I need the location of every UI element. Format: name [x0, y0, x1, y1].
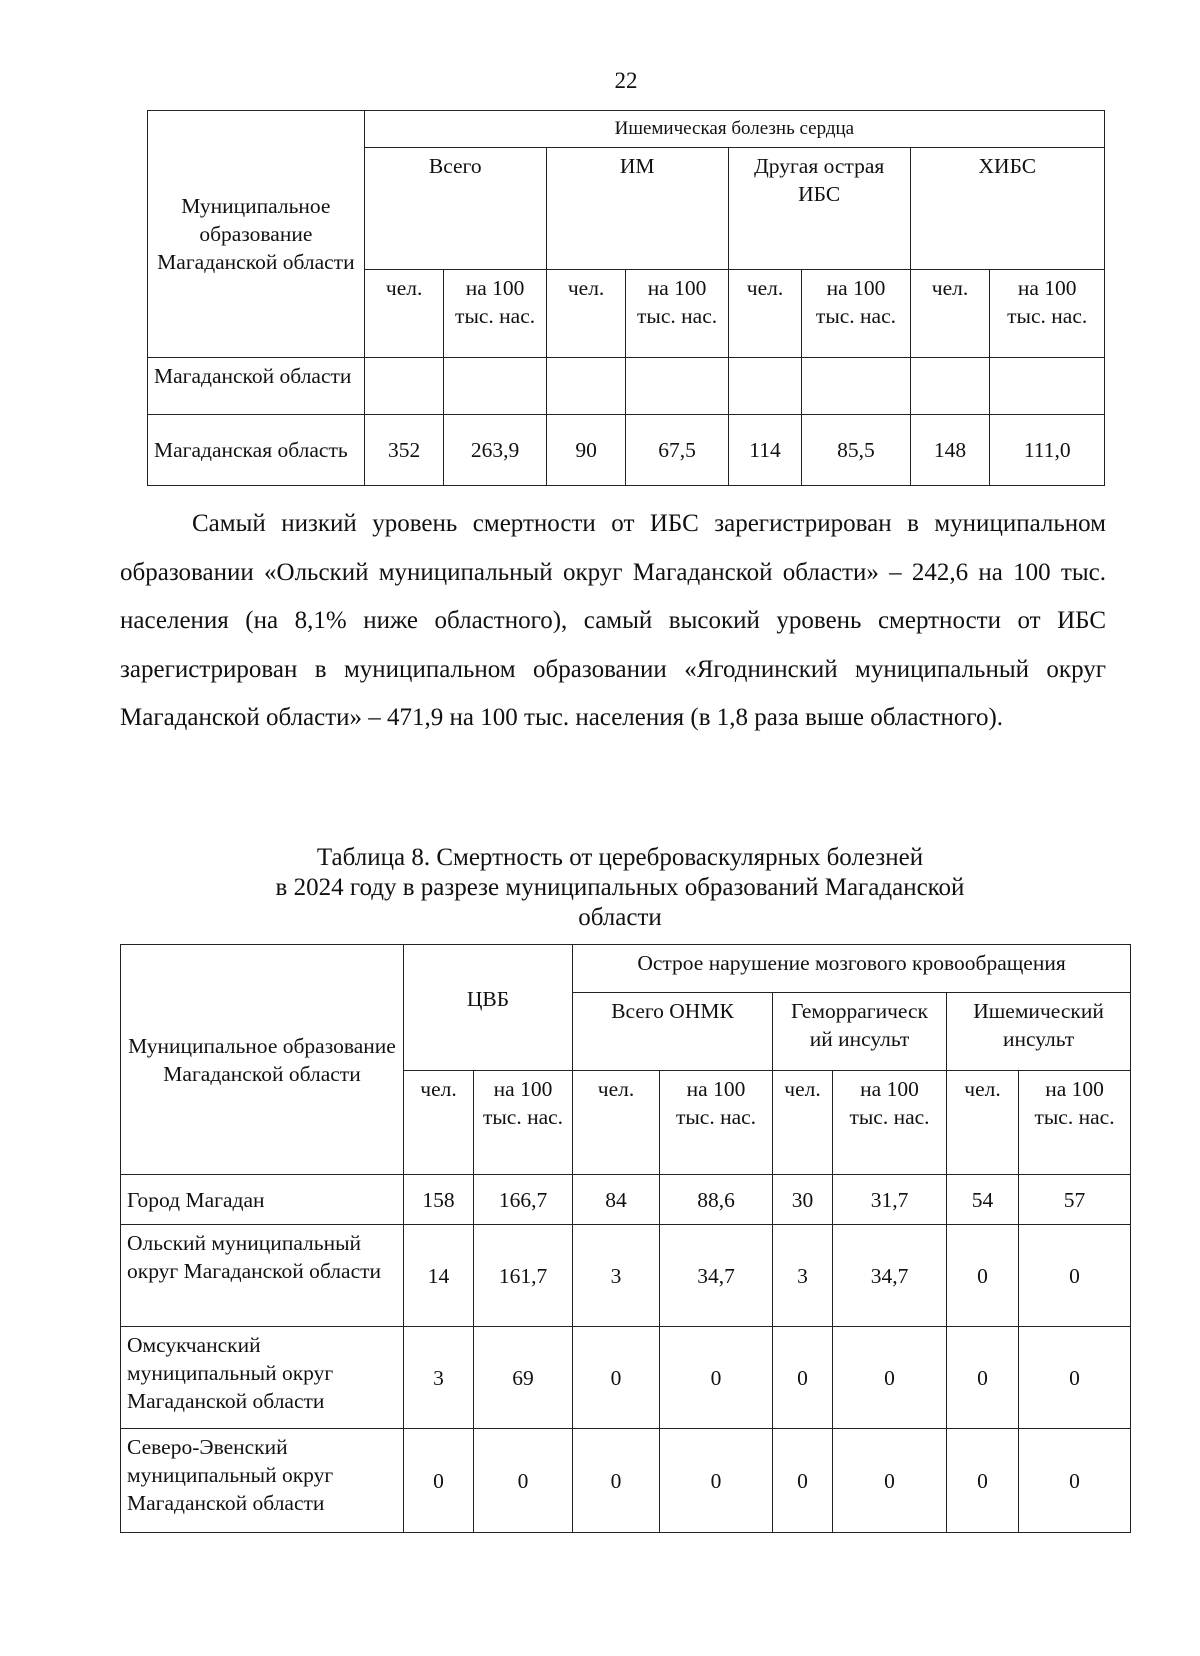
table-caption [180, 843, 1060, 933]
row-name: Город Магадан [121, 1175, 404, 1225]
cell: 0 [1019, 1225, 1131, 1327]
cell: 34,7 [833, 1225, 947, 1327]
cell [546, 358, 626, 415]
table-row [121, 1429, 1131, 1533]
cell [990, 358, 1105, 415]
subgroup-mi: ИМ [546, 148, 728, 270]
cell [444, 358, 546, 415]
cell: 3 [404, 1327, 474, 1429]
cell: 0 [833, 1327, 947, 1429]
unit-people: чел. [947, 1071, 1019, 1175]
cell: 352 [364, 415, 444, 486]
cell: 88,6 [660, 1175, 773, 1225]
table-row [121, 1225, 1131, 1327]
cell: 69 [474, 1327, 573, 1429]
cell [626, 358, 728, 415]
unit-rate: на 100 тыс. нас. [444, 270, 546, 358]
subgroup-total: Всего [364, 148, 546, 270]
unit-people: чел. [573, 1071, 660, 1175]
cell: 30 [773, 1175, 833, 1225]
row-name: Ольский муниципальный округ Магаданской области [121, 1225, 404, 1327]
cell: 0 [947, 1327, 1019, 1429]
unit-people: чел. [910, 270, 990, 358]
subgroup-hemorrhagic: Геморрагическ ий инсульт [773, 993, 947, 1071]
cell: 0 [833, 1429, 947, 1533]
header-municipality: Муниципальное образование Магаданской области [121, 945, 404, 1175]
cell: 0 [660, 1327, 773, 1429]
caption-line: Таблица 8. Смертность от цереброваскулярных болезней [316, 844, 924, 871]
cell: 0 [1019, 1429, 1131, 1533]
cell: 0 [773, 1327, 833, 1429]
cell: 0 [947, 1429, 1019, 1533]
cell: 90 [546, 415, 626, 486]
unit-rate: на 100 тыс. нас. [474, 1071, 573, 1175]
cell: 57 [1019, 1175, 1131, 1225]
row-name: Омсукчанский муниципальный округ Магаданской области [121, 1327, 404, 1429]
table-row [148, 358, 1105, 415]
cell: 0 [947, 1225, 1019, 1327]
subgroup-ischemic: Ишемический инсульт [947, 993, 1131, 1071]
cell: 263,9 [444, 415, 546, 486]
cell [802, 358, 910, 415]
cell: 0 [773, 1429, 833, 1533]
cell: 3 [773, 1225, 833, 1327]
cell [728, 358, 802, 415]
cell: 84 [573, 1175, 660, 1225]
cell: 166,7 [474, 1175, 573, 1225]
table-row [121, 1175, 1131, 1225]
cell: 85,5 [802, 415, 910, 486]
cell: 0 [573, 1429, 660, 1533]
caption-line: области [578, 904, 662, 931]
cell: 111,0 [990, 415, 1105, 486]
cell: 14 [404, 1225, 474, 1327]
cell: 148 [910, 415, 990, 486]
caption-line: в 2024 году в разрезе муниципальных образований Магаданской [275, 874, 965, 901]
cell: 54 [947, 1175, 1019, 1225]
cell: 34,7 [660, 1225, 773, 1327]
subgroup-total-stroke: Всего ОНМК [573, 993, 773, 1071]
cell: 3 [573, 1225, 660, 1327]
table-row [121, 1327, 1131, 1429]
unit-rate: на 100 тыс. нас. [990, 270, 1105, 358]
unit-people: чел. [364, 270, 444, 358]
header-cvd: ЦВБ [404, 945, 573, 1071]
cell: 161,7 [474, 1225, 573, 1327]
cell: 114 [728, 415, 802, 486]
unit-rate: на 100 тыс. нас. [626, 270, 728, 358]
unit-rate: на 100 тыс. нас. [660, 1071, 773, 1175]
row-name: Северо-Эвенский муниципальный округ Магаданской области [121, 1429, 404, 1533]
unit-rate: на 100 тыс. нас. [833, 1071, 947, 1175]
paragraph-text: Самый низкий уровень смертности от ИБС зарегистрирован в муниципальном образовании «Ольский муниципальный округ Магаданской области» – 242,6 на 100 тыс. населения (на 8,1% ниже областного), самый высокий уровень смертности от ИБС зарегистрирован в муниципальном образовании «Ягоднинский муниципальный округ Магаданской области» – 471,9 на 100 тыс. населения (в 1,8 раза выше областного). [120, 510, 1106, 731]
cell: 31,7 [833, 1175, 947, 1225]
header-ihd: Ишемическая болезнь сердца [364, 111, 1104, 148]
unit-people: чел. [728, 270, 802, 358]
header-municipality: Муниципальное образование Магаданской области [148, 111, 365, 358]
cell: 67,5 [626, 415, 728, 486]
header-acute-stroke: Острое нарушение мозгового кровообращения [573, 945, 1131, 993]
page-number: 22 [614, 68, 638, 93]
unit-rate: на 100 тыс. нас. [1019, 1071, 1131, 1175]
cell: 0 [573, 1327, 660, 1429]
cvd-table [120, 944, 1131, 1533]
cell: 158 [404, 1175, 474, 1225]
cell: 0 [1019, 1327, 1131, 1429]
cell: 0 [474, 1429, 573, 1533]
cell [910, 358, 990, 415]
subgroup-chronic: ХИБС [910, 148, 1104, 270]
row-name: Магаданская область [148, 415, 365, 486]
unit-people: чел. [773, 1071, 833, 1175]
unit-people: чел. [404, 1071, 474, 1175]
unit-people: чел. [546, 270, 626, 358]
table-row [148, 415, 1105, 486]
cell: 0 [660, 1429, 773, 1533]
subgroup-other-acute: Другая острая ИБС [728, 148, 910, 270]
row-name: Магаданской области [148, 358, 365, 415]
unit-rate: на 100 тыс. нас. [802, 270, 910, 358]
ihd-table [147, 110, 1105, 486]
cell: 0 [404, 1429, 474, 1533]
cell [364, 358, 444, 415]
body-paragraph [120, 500, 1106, 743]
